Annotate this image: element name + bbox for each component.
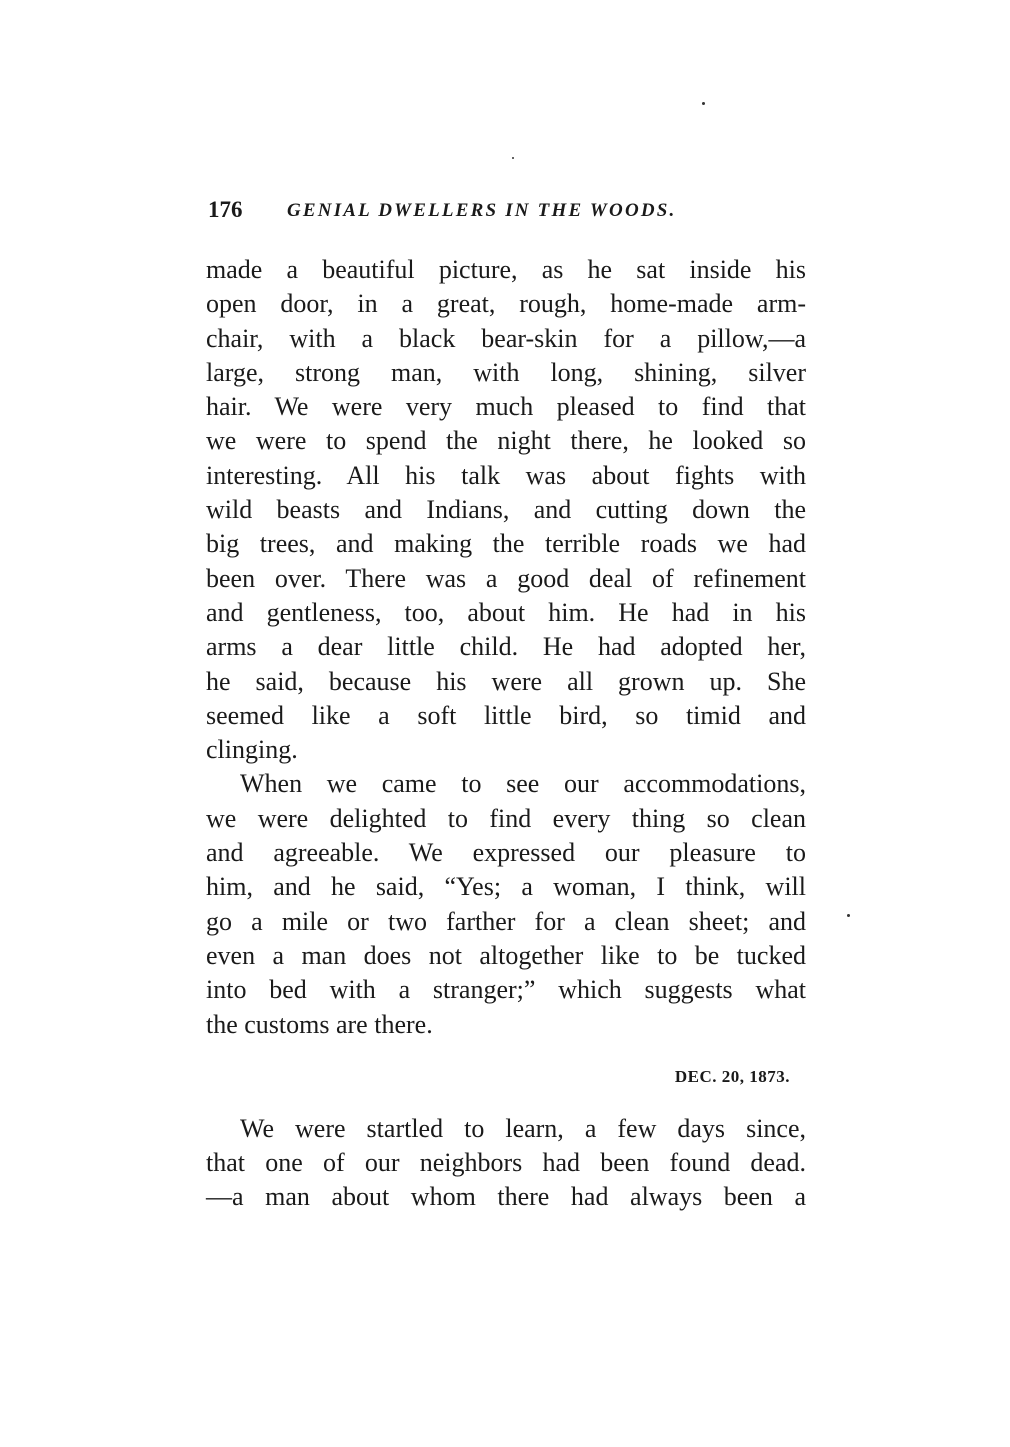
page-header — [208, 197, 808, 227]
text-line: wild beasts and Indians, and cutting down the — [206, 495, 806, 525]
text-line: the customs are there. — [206, 1009, 433, 1039]
text-line: him, and he said, “Yes; a woman, I think, will — [206, 872, 806, 902]
text-line: hair. We were very much pleased to find that — [206, 392, 806, 422]
text-line: and gentleness, too, about him. He had in his — [206, 597, 806, 627]
text-line: arms a dear little child. He had adopted her, — [206, 632, 806, 662]
text-line: he said, because his were all grown up. She — [206, 666, 806, 696]
text-line: even a man does not altogether like to be tucked — [206, 940, 806, 970]
text-line: big trees, and making the terrible roads we had — [206, 529, 806, 559]
text-line: we were delighted to find every thing so clean — [206, 803, 806, 833]
text-line: we were to spend the night there, he looked so — [206, 426, 806, 456]
text-line: been over. There was a good deal of refinement — [206, 563, 806, 593]
page-number: 176 — [208, 197, 243, 222]
text-line: into bed with a stranger;” which suggests what — [206, 975, 806, 1005]
text-line: chair, with a black bear-skin for a pillow,—a — [206, 323, 806, 353]
text-line: clinging. — [206, 735, 298, 765]
text-line: made a beautiful picture, as he sat inside his — [206, 255, 806, 284]
text-line: We were startled to learn, a few days since, — [240, 1113, 806, 1143]
text-line: —a man about whom there had always been a — [206, 1182, 806, 1212]
paragraph — [206, 253, 806, 767]
text-line: large, strong man, with long, shining, silver — [206, 357, 806, 387]
scan-speck — [702, 102, 705, 105]
text-line: When we came to see our accommodations, — [240, 769, 806, 799]
scan-speck — [847, 914, 850, 917]
paragraph — [206, 767, 806, 1041]
paragraph — [206, 1112, 806, 1215]
text-line: seemed like a soft little bird, so timid and — [206, 700, 806, 730]
text-line: and agreeable. We expressed our pleasure to — [206, 838, 806, 868]
text-line: that one of our neighbors had been found dead. — [206, 1148, 806, 1178]
text-line: open door, in a great, rough, home-made arm- — [206, 289, 806, 319]
running-title: GENIAL DWELLERS IN THE WOODS. — [287, 200, 677, 221]
text-line: interesting. All his talk was about fights with — [206, 460, 806, 490]
scan-speck — [512, 157, 514, 159]
text-line: go a mile or two farther for a clean sheet; and — [206, 906, 806, 936]
page-body — [206, 253, 806, 1215]
entry-date: DEC. 20, 1873. — [674, 1066, 790, 1086]
